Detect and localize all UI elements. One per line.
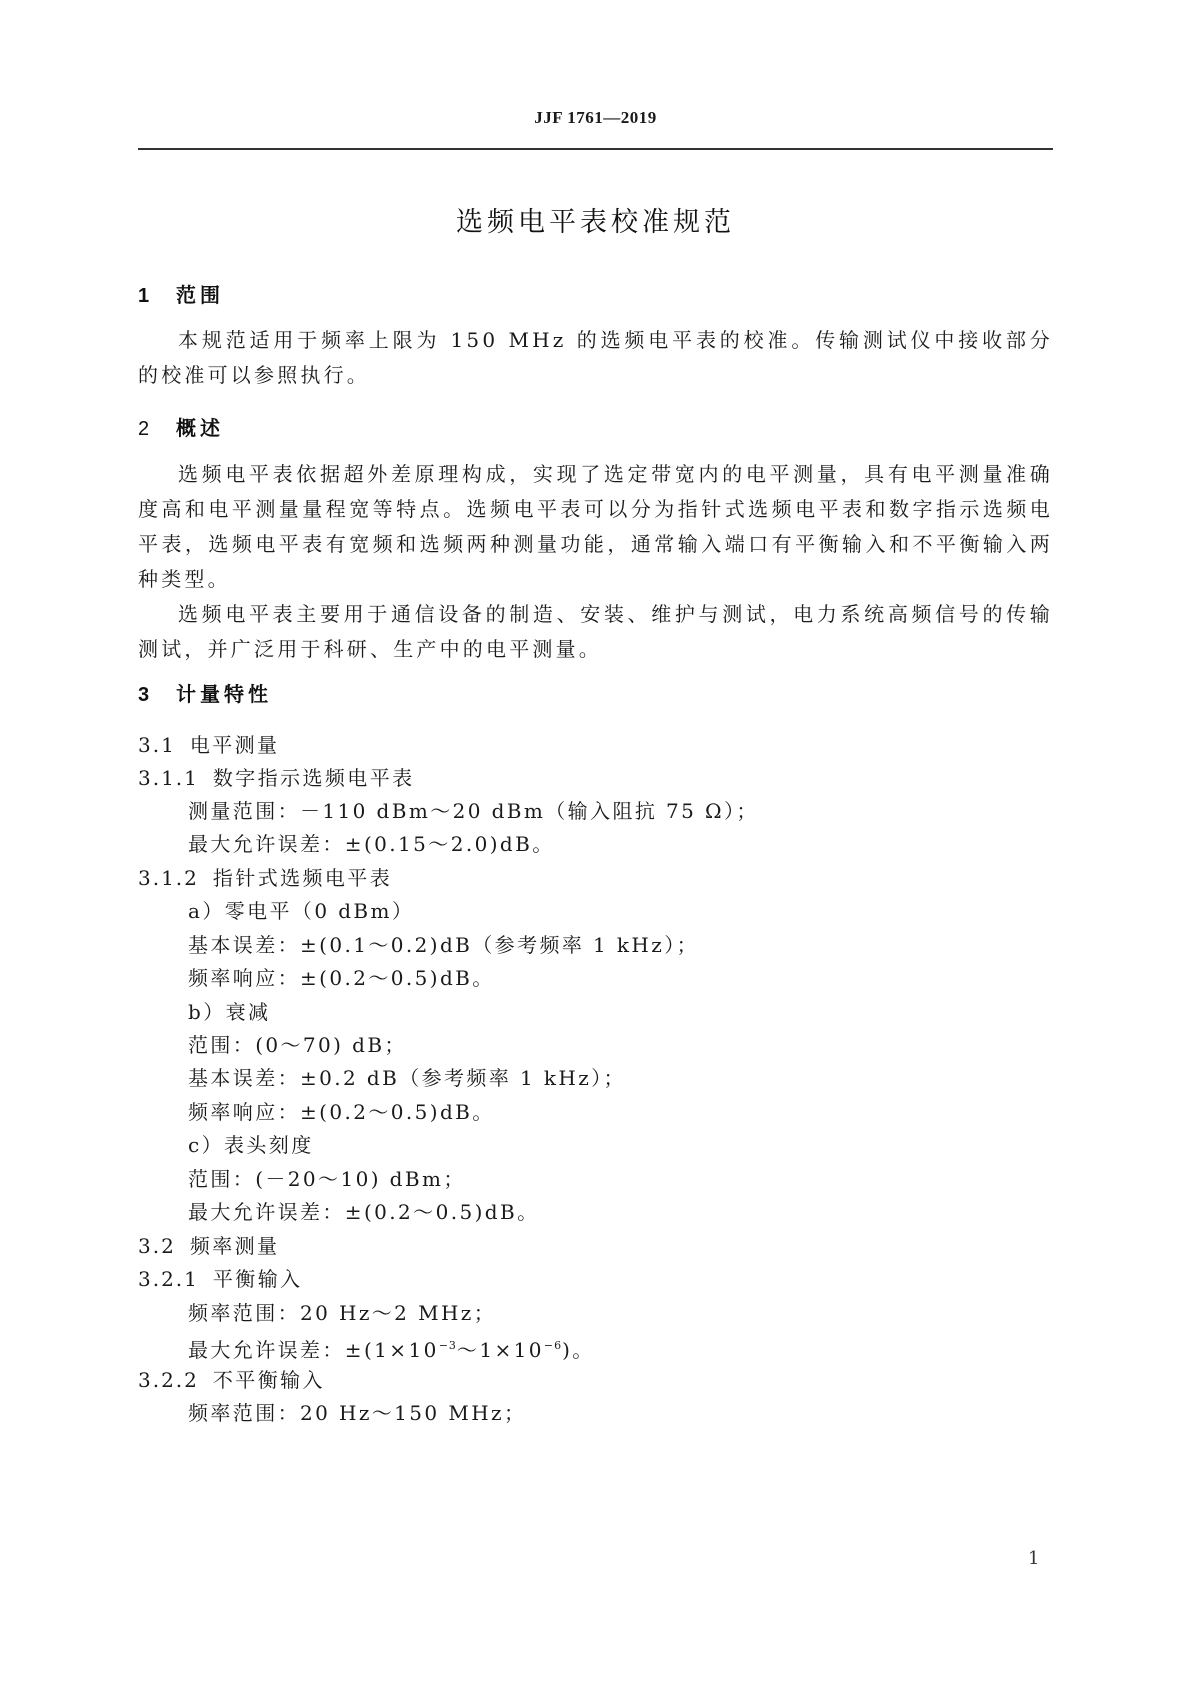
subsection-number: 3.1	[138, 733, 176, 757]
section-title: 计量特性	[176, 682, 272, 706]
spec-line-mpe	[188, 1332, 595, 1364]
section-title: 范围	[176, 283, 224, 307]
subsection-number: 3.2.1	[138, 1267, 199, 1291]
subsection-title: 频率测量	[189, 1234, 280, 1258]
subsection-number: 3.1.2	[138, 866, 199, 890]
subsection-title: 指针式选频电平表	[212, 866, 393, 890]
spec-line: 最大允许误差：±(0.2～0.5)dB。	[188, 1200, 540, 1224]
subsection-3-1-2	[138, 864, 392, 892]
mpe-prefix: 最大允许误差：±(1×10	[188, 1338, 439, 1362]
subsection-3-2	[138, 1232, 279, 1260]
section-number: 3	[138, 684, 150, 706]
subsection-3-2-2	[138, 1366, 325, 1394]
spec-line: 范围：(－20～10) dBm；	[188, 1167, 466, 1191]
subsection-number: 3.2	[138, 1234, 176, 1258]
spec-line: 基本误差：±0.2 dB（参考频率 1 kHz）；	[188, 1066, 626, 1090]
subsection-3-2-1	[138, 1265, 303, 1293]
list-item-a: a）零电平（0 dBm）	[188, 899, 415, 923]
section-1-body	[138, 323, 1053, 393]
header-divider	[138, 148, 1053, 150]
list-item-b: b）衰减	[188, 1000, 271, 1024]
paragraph: 选频电平表主要用于通信设备的制造、安装、维护与测试，电力系统高频信号的传输测试，并广泛用于科研、生产中的电平测量。	[138, 602, 1053, 661]
subsection-number: 3.1.1	[138, 766, 199, 790]
page-number: 1	[1028, 1548, 1040, 1569]
paragraph: 选频电平表依据超外差原理构成，实现了选定带宽内的电平测量，具有电平测量准确度高和电平测量量程宽等特点。选频电平表可以分为指针式选频电平表和数字指示选频电平表，选频电平表有宽频和选频两种测量功能，通常输入端口有平衡输入和不平衡输入两种类型。	[138, 462, 1053, 591]
standard-code-header: JJF 1761—2019	[534, 108, 657, 127]
mpe-mid: ～1×10	[456, 1338, 544, 1362]
subsection-title: 电平测量	[189, 733, 280, 757]
spec-line: 基本误差：±(0.1～0.2)dB（参考频率 1 kHz）；	[188, 933, 700, 957]
subsection-3-1	[138, 731, 279, 759]
section-2-body	[138, 457, 1053, 667]
spec-line: 频率响应：±(0.2～0.5)dB。	[188, 966, 495, 990]
section-3-heading	[138, 680, 272, 709]
spec-line: 频率响应：±(0.2～0.5)dB。	[188, 1100, 495, 1124]
spec-line: 频率范围：20 Hz～150 MHz；	[188, 1401, 527, 1425]
spec-line: 范围：(0～70) dB；	[188, 1033, 407, 1057]
section-2-heading	[138, 414, 224, 443]
paragraph: 本规范适用于频率上限为 150 MHz 的选频电平表的校准。传输测试仪中接收部分的校准可以参照执行。	[138, 328, 1053, 387]
list-item-c: c）表头刻度	[188, 1133, 314, 1157]
exponent: −6	[543, 1339, 563, 1352]
document-title: 选频电平表校准规范	[456, 207, 735, 238]
subsection-3-1-1	[138, 764, 415, 792]
exponent: −3	[438, 1339, 457, 1352]
section-1-heading	[138, 281, 224, 310]
section-number: 1	[138, 285, 150, 307]
spec-line: 频率范围：20 Hz～2 MHz；	[188, 1301, 497, 1325]
spec-line: 最大允许误差：±(0.15～2.0)dB。	[188, 832, 555, 856]
spec-line: 测量范围：－110 dBm～20 dBm（输入阻抗 75 Ω）；	[188, 799, 759, 823]
section-number: 2	[138, 418, 150, 440]
subsection-number: 3.2.2	[138, 1368, 199, 1392]
mpe-suffix: )。	[562, 1338, 595, 1362]
subsection-title: 数字指示选频电平表	[212, 766, 415, 790]
subsection-title: 不平衡输入	[212, 1368, 325, 1392]
subsection-title: 平衡输入	[212, 1267, 303, 1291]
section-title: 概述	[176, 416, 224, 440]
